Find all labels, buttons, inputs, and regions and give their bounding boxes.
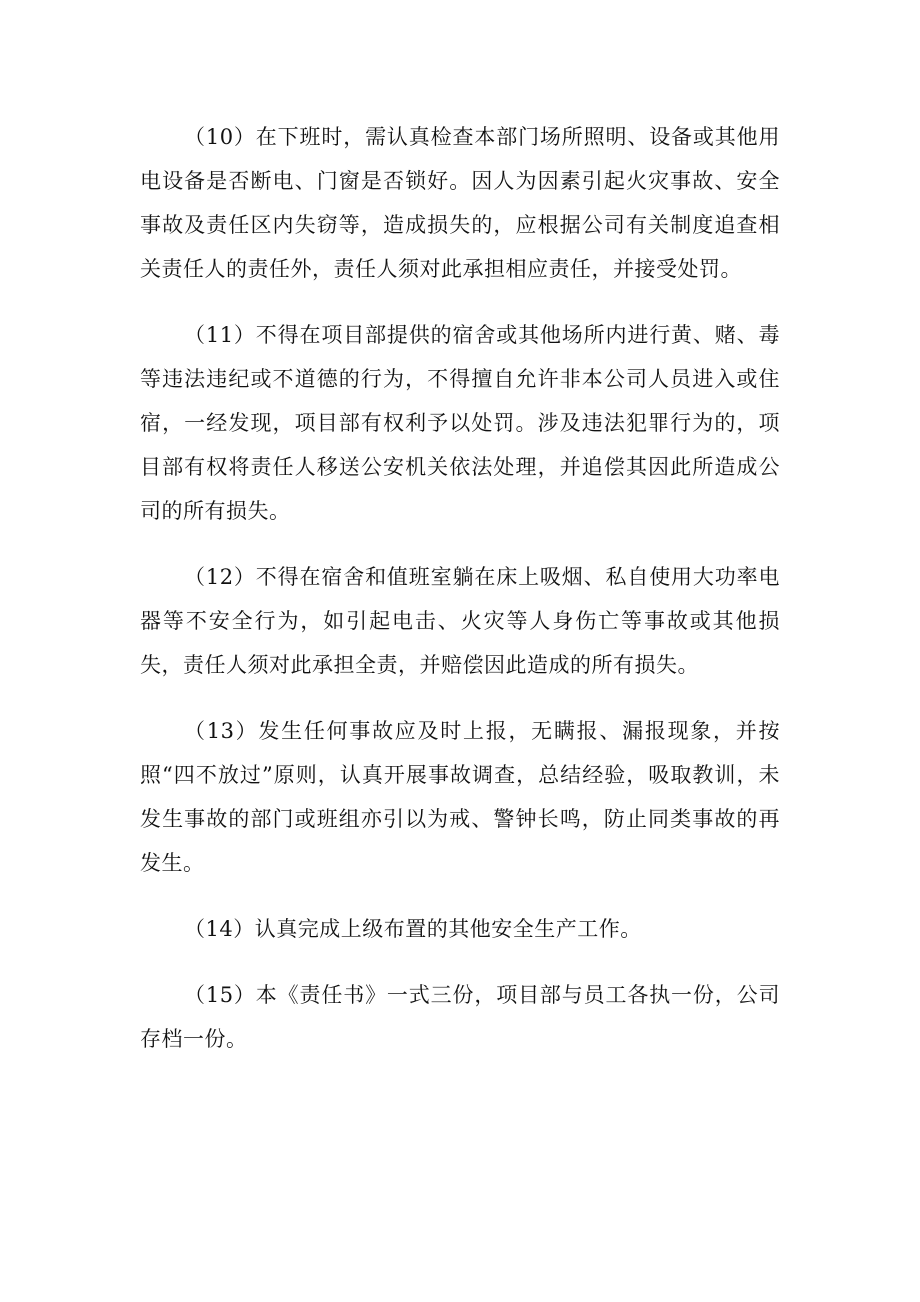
document-body	[140, 115, 780, 1061]
paragraph-10: （10）在下班时，需认真检查本部门场所照明、设备或其他用电设备是否断电、门窗是否锁好。因人为因素引起火灾事故、安全事故及责任区内失窃等，造成损失的，应根据公司有关制度追查相关责任人的责任外，责任人须对此承担相应责任，并接受处罚。	[140, 125, 780, 281]
paragraph-12: （12）不得在宿舍和值班室躺在床上吸烟、私自使用大功率电器等不安全行为，如引起电击、火灾等人身伤亡等事故或其他损失，责任人须对此承担全责，并赔偿因此造成的所有损失。	[140, 565, 780, 677]
paragraph-11: （11）不得在项目部提供的宿舍或其他场所内进行黄、赌、毒等违法违纪或不道德的行为，不得擅自允许非本公司人员进入或住宿，一经发现，项目部有权利予以处罚。涉及违法犯罪行为的，项目部有权将责任人移送公安机关依法处理，并追偿其因此所造成公司的所有损失。	[140, 323, 780, 523]
paragraph-14: （14）认真完成上级布置的其他安全生产工作。	[184, 917, 642, 941]
paragraph-15: （15）本《责任书》一式三份，项目部与员工各执一份，公司存档一份。	[140, 983, 780, 1051]
paragraph-13: （13）发生任何事故应及时上报，无瞒报、漏报现象，并按照“四不放过”原则，认真开展事故调查，总结经验，吸取教训，未发生事故的部门或班组亦引以为戒、警钟长鸣，防止同类事故的再发生。	[140, 719, 780, 875]
